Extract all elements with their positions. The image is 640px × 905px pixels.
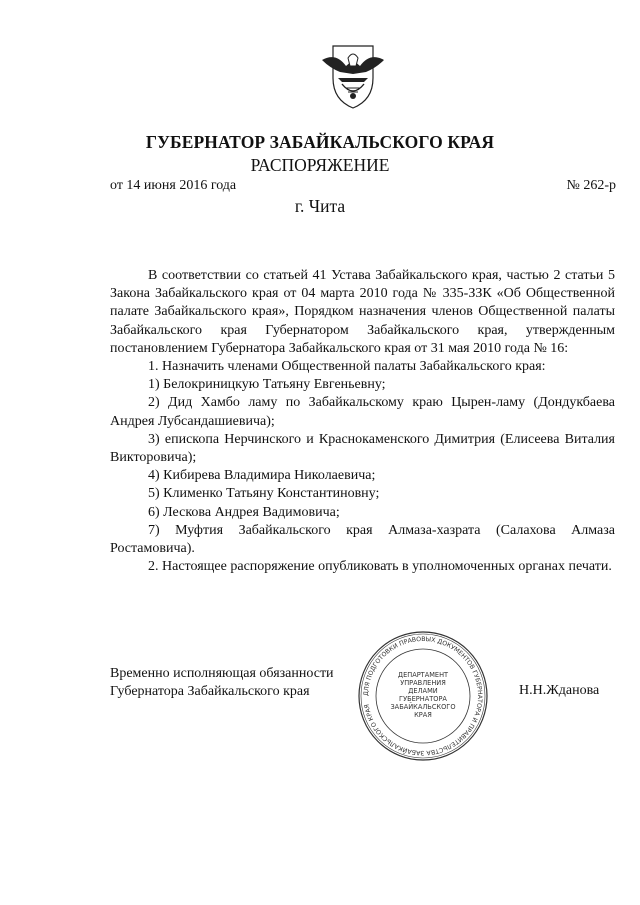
list-item: 1) Белокриницкую Татьяну Евгеньевну;: [148, 377, 386, 393]
date-number-line: [110, 178, 616, 194]
official-stamp: [357, 630, 489, 762]
point-2: 2. Настоящее распоряжение опубликовать в уполномоченных органах печати.: [148, 559, 612, 575]
list-item: 7) Муфтия Забайкальского края Алмаза-хазрата (Салахова Алмаза Ростамовича).: [110, 522, 615, 557]
list-item: 6) Лескова Андрея Вадимовича;: [148, 504, 340, 520]
list-item: 2) Дид Хамбо ламу по Забайкальскому краю Цырен-ламу (Дондукбаева Андрея Лубсандашиевича);: [110, 395, 615, 429]
issuer-title: ГУБЕРНАТОР ЗАБАЙКАЛЬСКОГО КРАЯ: [145, 132, 495, 152]
stamp-center-line: ДЕПАРТАМЕНТ: [397, 671, 449, 679]
coat-of-arms-emblem: [318, 38, 388, 110]
document-number: № 262-р: [566, 178, 616, 193]
signatory-name: Н.Н.Жданова: [519, 683, 600, 698]
stamp-outer-text: ДЛЯ ПОДГОТОВКИ ПРАВОВЫХ ДОКУМЕНТОВ ГУБЕРНАТОРА И ПРАВИТЕЛЬСТВА ЗАБАЙКАЛЬСКОГО КРАЯ: [362, 635, 484, 757]
signature-position: [110, 665, 334, 701]
document-body: [110, 267, 615, 576]
document-city: г. Чита: [294, 196, 346, 216]
stamp-center-line: ЗАБАЙКАЛЬСКОГО: [390, 703, 456, 711]
list-item: 5) Клименко Татьяну Константиновну;: [148, 486, 380, 502]
preamble-paragraph: В соответствии со статьей 41 Устава Забайкальского края, частью 2 статьи 5 Закона Забайкальского края от 04 марта 2010 года № 335-ЗЗК «Об Общественной палате Забайкальского края», Порядком назначения членов Общественной палаты Забайкальского края Губернатором Забайкальского края, утвержденным постановлением Губернатора Забайкальского края от 31 мая 2010 года № 16:: [110, 268, 615, 356]
signature-position-line1: Временно исполняющая обязанности: [110, 666, 334, 681]
stamp-center-line: УПРАВЛЕНИЯ: [400, 679, 446, 687]
document-date: от 14 июня 2016 года: [110, 178, 237, 193]
signature-position-line2: Губернатора Забайкальского края: [110, 684, 310, 700]
stamp-center-line: ГУБЕРНАТОРА: [399, 695, 447, 703]
point-1: 1. Назначить членами Общественной палаты Забайкальского края:: [148, 359, 546, 375]
stamp-center-line: ДЕЛАМИ: [408, 687, 438, 695]
list-item: 3) епископа Нерчинского и Краснокаменского Димитрия (Елисеева Виталия Викторовича);: [110, 431, 615, 466]
document-type: РАСПОРЯЖЕНИЕ: [250, 155, 390, 175]
stamp-center-line: КРАЯ: [414, 711, 432, 719]
list-item: 4) Кибирева Владимира Николаевича;: [148, 468, 376, 484]
